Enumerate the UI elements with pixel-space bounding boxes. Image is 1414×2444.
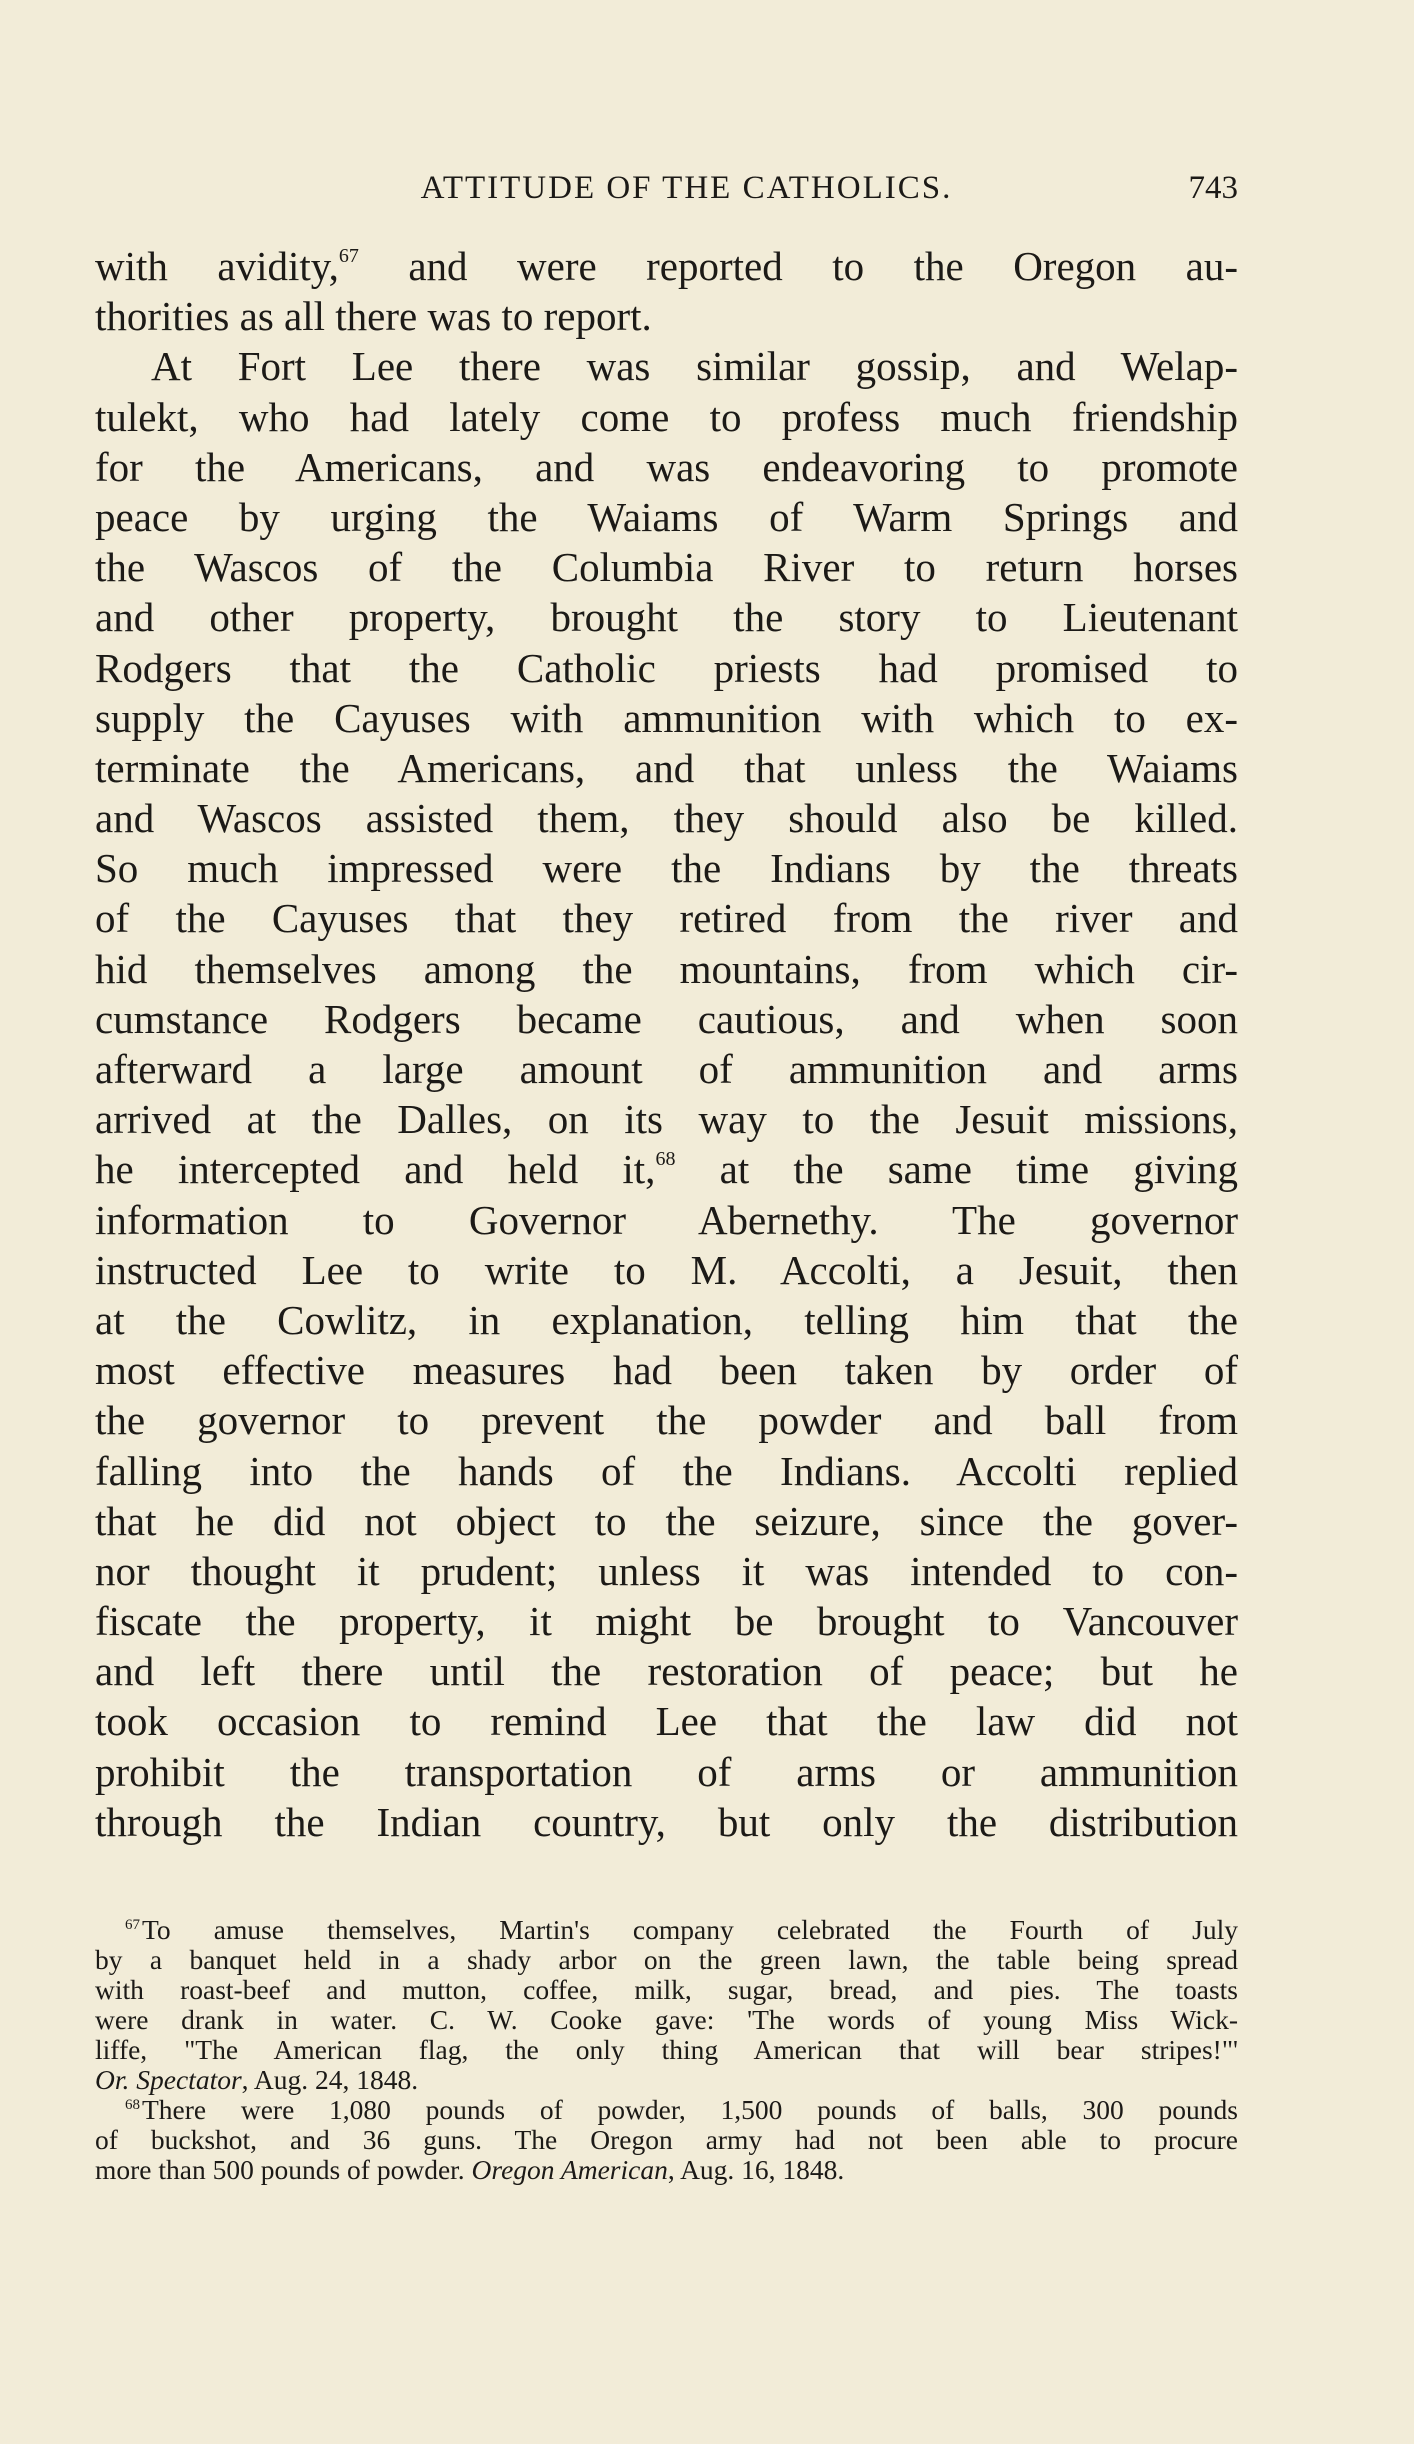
body-line: at the Cowlitz, in explanation, telling him that the	[95, 1296, 1238, 1343]
body-line: falling into the hands of the Indians. Accolti replied	[95, 1447, 1238, 1494]
footnotes	[95, 1915, 1238, 2185]
body-line: most effective measures had been taken by order of	[95, 1347, 1238, 1394]
body-line: prohibit the transportation of arms or ammunition	[95, 1748, 1238, 1795]
body-line: arrived at the Dalles, on its way to the Jesuit missions,	[95, 1096, 1238, 1143]
body-line: through the Indian country, but only the distribution	[95, 1798, 1238, 1845]
footnote-line: Or. Spectator, Aug. 24, 1848.	[95, 2064, 419, 2095]
footnote-line: of buckshot, and 36 guns. The Oregon army had not been able to procure	[95, 2124, 1238, 2155]
body-line: Rodgers that the Catholic priests had promised to	[95, 644, 1238, 691]
body-line: of the Cayuses that they retired from the river and	[95, 895, 1238, 942]
body-line: with avidity,$^{67}$ and were reported to the Oregon au-	[95, 243, 1238, 289]
body-line: cumstance Rodgers became cautious, and when soon	[95, 995, 1238, 1042]
footnote-source: Oregon American	[471, 2154, 668, 2185]
body-line: At Fort Lee there was similar gossip, and Welap-	[151, 343, 1238, 390]
body-line: information to Governor Abernethy. The governor	[95, 1196, 1238, 1243]
body-line: instructed Lee to write to M. Accolti, a Jesuit, then	[95, 1246, 1238, 1293]
body-text	[95, 241, 1238, 1847]
page-number: 743	[1188, 170, 1238, 206]
body-line: thorities as all there was to report.	[95, 293, 652, 340]
body-line: and other property, brought the story to Lieutenant	[95, 594, 1238, 641]
body-line: and left there until the restoration of peace; but he	[95, 1648, 1238, 1695]
body-line: hid themselves among the mountains, from which cir-	[95, 945, 1238, 992]
footnote-67	[95, 1915, 1238, 2095]
footnote-line: more than 500 pounds of powder. Oregon American, Aug. 16, 1848.	[95, 2154, 845, 2185]
footnote-marker: 68	[125, 2097, 140, 2113]
footnote-line: by a banquet held in a shady arbor on the green lawn, the table being spread	[95, 1944, 1238, 1975]
body-line: for the Americans, and was endeavoring to promote	[95, 443, 1238, 490]
body-line: afterward a large amount of ammunition and arms	[95, 1046, 1238, 1092]
body-line: fiscate the property, it might be brought to Vancouver	[95, 1598, 1238, 1645]
body-line: the governor to prevent the powder and ball from	[95, 1397, 1238, 1444]
body-line: terminate the Americans, and that unless the Waiams	[95, 744, 1238, 791]
body-line: and Wascos assisted them, they should also be killed.	[95, 795, 1238, 842]
body-line: took occasion to remind Lee that the law did not	[95, 1698, 1238, 1745]
footnote-line: $^{67}$To amuse themselves, Martin's company celebrated the Fourth of July	[125, 1914, 1238, 1945]
footnote-source: Or. Spectator	[95, 2064, 242, 2095]
footnote-line: with roast-beef and mutton, coffee, milk, sugar, bread, and pies. The toasts	[95, 1974, 1238, 2005]
footnote-marker: 67	[125, 1917, 140, 1933]
footnote-ref-67: 67	[338, 245, 359, 267]
body-line: that he did not object to the seizure, since the gover-	[95, 1497, 1238, 1544]
footnote-line: liffe, "The American flag, the only thing American that will bear stripes!"'	[95, 2034, 1238, 2065]
body-line: nor thought it prudent; unless it was intended to con-	[95, 1547, 1238, 1594]
body-line: peace by urging the Waiams of Warm Springs and	[95, 493, 1238, 540]
running-head	[95, 166, 1238, 210]
body-line: supply the Cayuses with ammunition with which to ex-	[95, 694, 1238, 741]
running-title: ATTITUDE OF THE CATHOLICS.	[420, 170, 953, 206]
footnote-ref-68: 68	[655, 1148, 676, 1171]
footnote-line: $^{68}$There were 1,080 pounds of powder, 1,500 pounds of balls, 300 pounds	[125, 2094, 1238, 2125]
body-line: So much impressed were the Indians by the threats	[95, 845, 1238, 892]
footnote-68	[95, 2095, 1238, 2185]
footnote-line: were drank in water. C. W. Cooke gave: 'The words of young Miss Wick-	[95, 2004, 1238, 2035]
body-line: tulekt, who had lately come to profess much friendship	[95, 393, 1238, 440]
body-line: the Wascos of the Columbia River to return horses	[95, 544, 1238, 591]
body-line: he intercepted and held it,$^{68}$ at the same time giving	[95, 1146, 1239, 1193]
